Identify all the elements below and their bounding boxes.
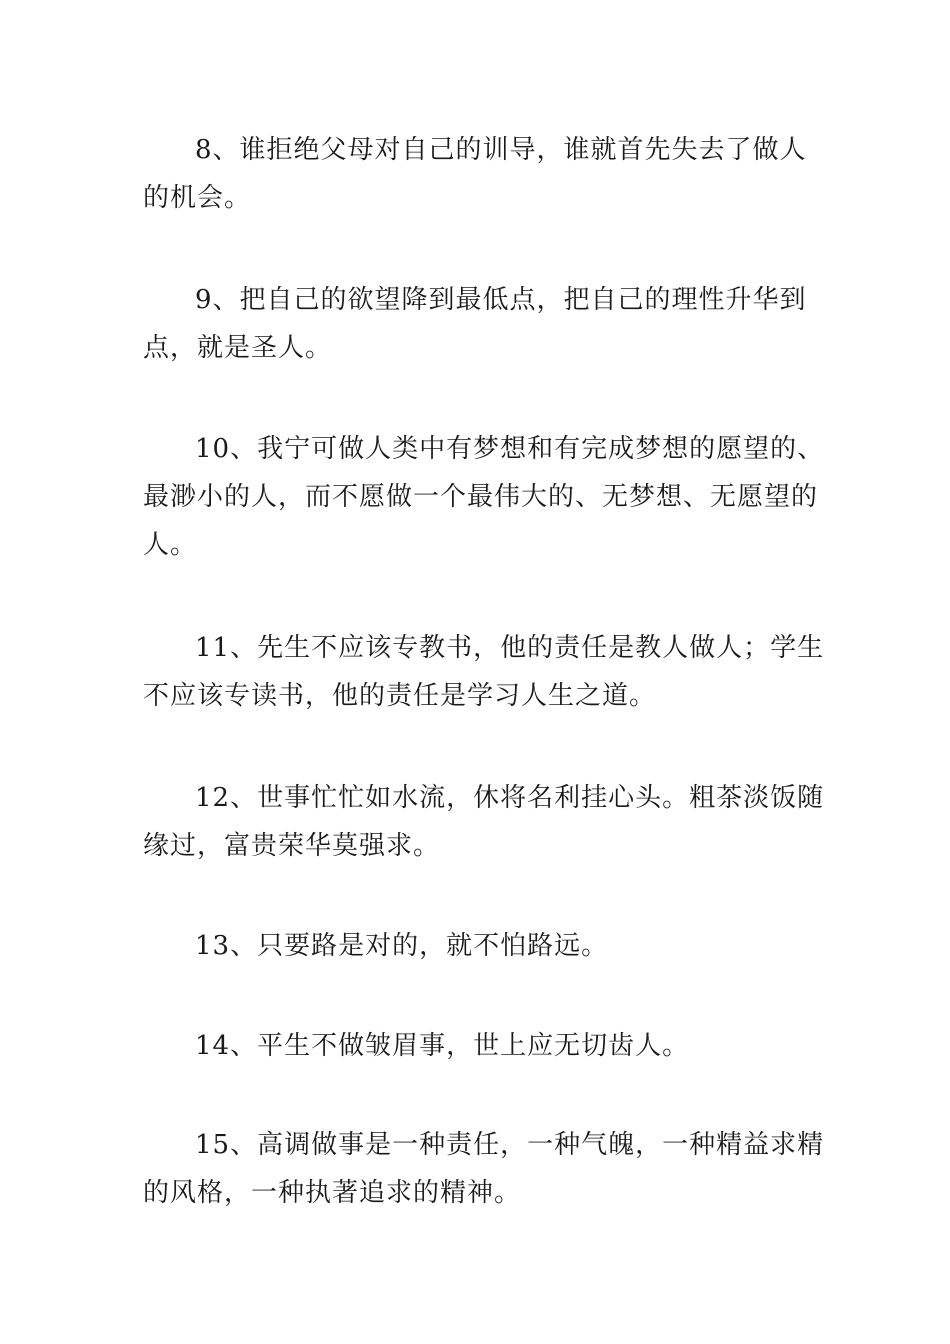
- quote-paragraph-9: 9、把自己的欲望降到最低点，把自己的理性升华到点，就是圣人。: [143, 285, 807, 363]
- quote-paragraph-10: 10、我宁可做人类中有梦想和有完成梦想的愿望的、最渺小的人，而不愿做一个最伟大的、无梦想、无愿望的人。: [143, 434, 825, 560]
- quote-paragraph-8: 8、谁拒绝父母对自己的训导，谁就首先失去了做人的机会。: [143, 135, 807, 213]
- quote-paragraph-15: 15、高调做事是一种责任，一种气魄，一种精益求精的风格，一种执著追求的精神。: [143, 1130, 825, 1208]
- quote-paragraph-14: 14、平生不做皱眉事，世上应无切齿人。: [195, 1031, 690, 1061]
- quote-paragraph-13: 13、只要路是对的，就不怕路远。: [195, 931, 609, 961]
- quote-paragraph-12: 12、世事忙忙如水流，休将名利挂心头。粗茶淡饭随缘过，富贵荣华莫强求。: [143, 783, 825, 861]
- quote-paragraph-11: 11、先生不应该专教书，他的责任是教人做人；学生不应该专读书，他的责任是学习人生之道。: [143, 633, 825, 711]
